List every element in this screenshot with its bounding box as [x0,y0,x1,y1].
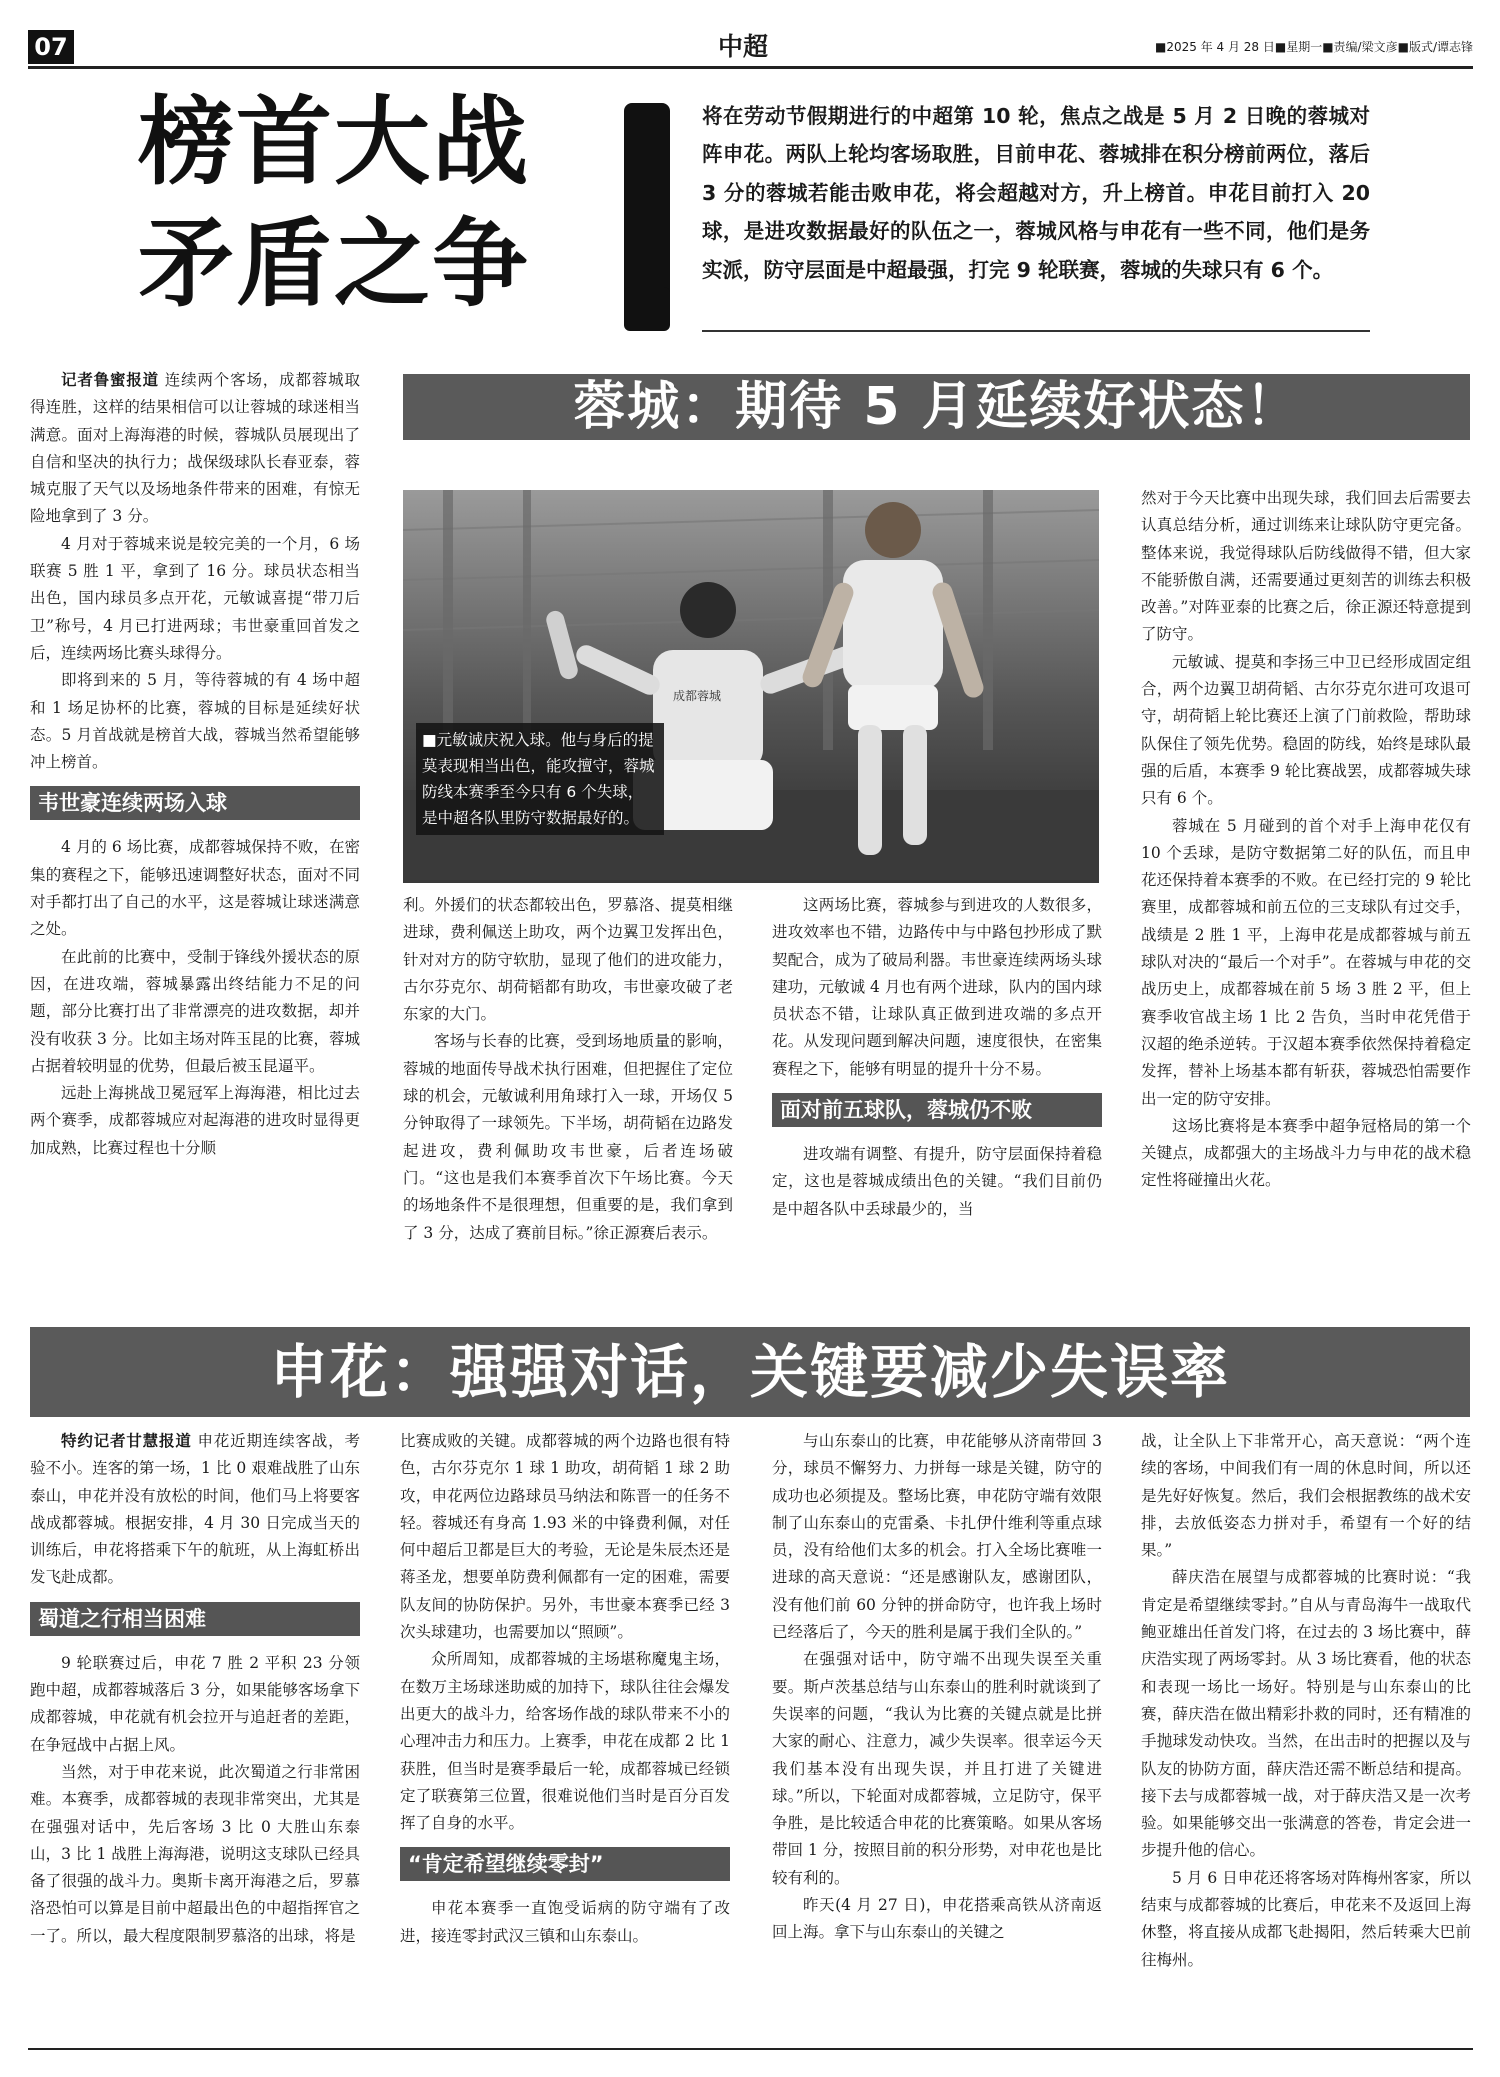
article1-col1-p2: 4 月对于蓉城来说是较完美的一个月，6 场联赛 5 胜 1 平，拿到了 16 分。球员状态相当出色，国内球员多点开花，元敏诚喜提“带刀后卫”称号，4 月已打进两球；韦世豪重回首发之后，连续两场比赛头球得分。 [30,534,360,662]
article1-photo-caption: ■元敏诚庆祝入球。他与身后的提莫表现相当出色，能攻擅守，蓉城防线本赛季至今只有 6 个失球，是中超各队里防守数据最好的。 [416,723,664,835]
article2-col2-p2: 众所周知，成都蓉城的主场堪称魔鬼主场，在数万主场球迷助威的加持下，球队往往会爆发出更大的战斗力，给客场作战的球队带来不小的心理冲击力和压力。上赛季，申花在成都 2 比 1 获胜，但当时是赛季最后一轮，成都蓉城已经锁定了联赛第三位置，很难说他们当时是百分百发挥了自身的水平。 [400,1650,730,1833]
article1-col2-p1: 利。外援们的状态都较出色，罗慕洛、提莫相继进球，费利佩送上助攻，两个边翼卫发挥出色，针对对方的防守软肋，显现了他们的进攻能力，古尔芬克尔、胡荷韬都有助攻，韦世豪攻破了老东家的大门。 [403,896,733,1024]
bottom-divider [28,2048,1473,2050]
article1-col4-p1: 然对于今天比赛中出现失球，我们回去后需要去认真总结分析，通过训练来让球队防守更完备。整体来说，我觉得球队后防线做得不错，但大家不能骄傲自满，还需要通过更刻苦的训练去积极改善。”对阵亚泰的比赛之后，徐正源还特意提到了防守。 [1141,489,1471,644]
article1-subhead-2: 面对前五球队，蓉城仍不败 [772,1093,1102,1127]
article2-col2b-p1: 申花本赛季一直饱受诟病的防守端有了改进，接连零封武汉三镇和山东泰山。 [400,1899,730,1945]
article2-col3-p2: 在强强对话中，防守端不出现失误至关重要。斯卢茨基总结与山东泰山的胜利时就谈到了失误率的问题，“我认为比赛的关键点就是比拼大家的耐心、注意力，减少失误率。很幸运今天我们基本没有出现失误，并且打进了关键进球。”所以，下轮面对成都蓉城，立足防守，保平争胜，是比较适合申花的比赛策略。如果从客场带回 1 分，按照目前的积分形势，对申花也是比较有利的。 [772,1650,1102,1887]
article1-col4-p4: 这场比赛将是本赛季中超争冠格局的第一个关键点，成都强大的主场战斗力与申花的战术稳定性将碰撞出火花。 [1141,1116,1471,1190]
article1-col4-p2: 元敏诚、提莫和李扬三中卫已经形成固定组合，两个边翼卫胡荷韬、古尔芬克尔进可攻退可守，胡荷韬上轮比赛还上演了门前救险，帮助球队保住了领先优势。稳固的防线，始终是球队最强的后盾，本赛季 9 轮比赛战罢，成都蓉城失球只有 6 个。 [1141,652,1471,808]
svg-text:成都蓉城: 成都蓉城 [673,689,722,703]
article1-col1-p3: 即将到来的 5 月，等待蓉城的有 4 场中超和 1 场足协杯的比赛，蓉城的目标是延续好状态。5 月首战就是榜首大战，蓉城当然希望能够冲上榜首。 [30,671,360,772]
article2-col1b-p2: 当然，对于申花来说，此次蜀道之行非常困难。本赛季，成都蓉城的表现非常突出，尤其是在强强对话中，先后客场 3 比 0 大胜山东泰山，3 比 1 战胜上海海港，说明这支球队已经具备了很强的战斗力。奥斯卡离开海港之后，罗慕洛恐怕可以算是目前中超最出色的中超指挥官之一了。所以，最大程度限制罗慕洛的出球，将是 [30,1762,360,1945]
article2-column-2 [400,1428,730,1950]
article1-col1b-p3: 远赴上海挑战卫冕冠军上海海港，相比过去两个赛季，成都蓉城应对起海港的进攻时显得更加成熟，比赛过程也十分顺 [30,1084,360,1157]
article1-column-4 [1141,485,1471,1195]
exclamation-mark-graphic [624,103,670,311]
page-number: 07 [28,30,74,64]
article2-headline: 申花：强强对话，关键要减少失误率 [30,1327,1470,1417]
article2-col4-p1: 战，让全队上下非常开心，高天意说：“两个连续的客场，中间我们有一周的休息时间，所以还是先好好恢复。然后，我们会根据教练的战术安排，去放低姿态力拼对手，希望有一个好的结果。” [1141,1432,1471,1560]
article2-col4-p2: 薛庆浩在展望与成都蓉城的比赛时说：“我肯定是希望继续零封。”自从与青岛海牛一战取代鲍亚雄出任首发门将，在过去的 3 场比赛中，薛庆浩实现了两场零封。从 3 场比赛看，他的状态和表现一场比一场好。特别是与山东泰山的比赛，薛庆浩在做出精彩扑救的同时，还有精准的手抛球发动快攻。当然，在出击时的把握以及与队友的协防方面，薛庆浩还需不断总结和提高。接下去与成都蓉城一战，对于薛庆浩又是一次考验。如果能够交出一张满意的答卷，肯定会进一步提升他的信心。 [1141,1568,1471,1860]
article1-byline: 记者鲁蜜报道 [61,371,160,389]
article1-col2-p2: 客场与长春的比赛，受到场地质量的影响，蓉城的地面传导战术执行困难，但把握住了定位球的机会，元敏诚利用角球打入一球，开场仅 5 分钟取得了一球领先。下半场，胡荷韬在边路发起进攻，费利佩助攻韦世豪，后者连场破门。“这也是我们本赛季首次下午场比赛。今天的场地条件不是很理想，但重要的是，我们拿到了 3 分，达成了赛前目标。”徐正源赛后表示。 [403,1032,733,1242]
article2-byline: 特约记者甘慧报道 [61,1432,192,1450]
article2-col2-p1: 比赛成败的关键。成都蓉城的两个边路也很有特色，古尔芬克尔 1 球 1 助攻，胡荷韬 1 球 2 助攻，申花两位边路球员马纳法和陈晋一的任务不轻。蓉城还有身高 1.93 米的中锋费利佩，对任何中超后卫都是巨大的考验，无论是朱辰杰还是蒋圣龙，想要单防费利佩都有一定的困难，需要队友间的协防保护。另外，韦世豪本赛季已经 3 次头球建功，也需要加以“照顾”。 [400,1432,730,1642]
article2-col1b-p1: 9 轮联赛过后，申花 7 胜 2 平积 23 分领跑中超，成都蓉城落后 3 分，如果能够客场拿下成都蓉城，申花就有机会拉开与追赶者的差距，在争冠战中占据上风。 [30,1653,360,1754]
article2-col4-p3: 5 月 6 日申花还将客场对阵梅州客家，所以结束与成都蓉城的比赛后，申花来不及返回上海休整，将直接从成都飞赴揭阳，然后转乘大巴前往梅州。 [1141,1868,1471,1969]
article2-column-4 [1141,1428,1471,1974]
exclamation-dot-graphic [624,287,670,331]
issue-meta: ■2025 年 4 月 28 日■星期一■责编/梁文彦■版式/谭志锋 [1155,40,1473,54]
article1-col1b-p1: 4 月的 6 场比赛，成都蓉城保持不败，在密集的赛程之下，能够迅速调整好状态，面对不同对手都打出了自己的水平，这是蓉城让球迷满意之处。 [30,838,360,939]
article1-col1b-p2: 在此前的比赛中，受制于锋线外援状态的原因，在进攻端，蓉城暴露出终结能力不足的问题，部分比赛打出了非常漂亮的进攻数据，却并没有收获 3 分。比如主场对阵玉昆的比赛，蓉城占据着较明显的优势，但最后被玉昆逼平。 [30,947,360,1075]
section-title: 中超 [718,32,769,61]
article1-col4-p3: 蓉城在 5 月碰到的首个对手上海申花仅有 10 个丢球，是防守数据第二好的队伍，而且申花还保持着本赛季的不败。在已经打完的 9 轮比赛里，成都蓉城和前五位的三支球队有过交手，战绩是 2 胜 1 平，上海申花是成都蓉城与前五球队对决的“最后一个对手”。在蓉城与申花的交战历史上，成都蓉城在前 5 场 3 胜 2 平，但上赛季收官战主场 1 比 2 告负，当时申花凭借于汉超的绝杀逆转。于汉超本赛季依然保持着稳定发挥，替补上场基本都有斩获，蓉城恐怕需要作出一定的防守安排。 [1141,816,1471,1108]
main-title-line2: 矛盾之争 [138,207,530,320]
page-header [28,30,1473,69]
article1-headline: 蓉城：期待 5 月延续好状态！ [403,374,1470,440]
article1-col3b-p1: 进攻端有调整、有提升，防守层面保持着稳定，这也是蓉城成绩出色的关键。“我们目前仍是中超各队中丢球最少的，当 [772,1145,1102,1218]
article2-col3-p3: 昨天(4 月 27 日)，申花搭乘高铁从济南返回上海。拿下与山东泰山的关键之 [772,1896,1102,1942]
article1-subhead-1: 韦世豪连续两场入球 [30,786,360,820]
main-title-line1: 榜首大战 [138,85,530,198]
lead-paragraph: 将在劳动节假期进行的中超第 10 轮，焦点之战是 5 月 2 日晚的蓉城对阵申花。两队上轮均客场取胜，目前申花、蓉城排在积分榜前两位，落后 3 分的蓉城若能击败申花，将会超越对方，升上榜首。申花目前打入 20 球，是进攻数据最好的队伍之一，蓉城风格与申花有一些不同，他们是务实派，防守层面是中超最强，打完 9 轮联赛，蓉城的失球只有 6 个。 [702,104,1370,282]
article2-col3-p1: 与山东泰山的比赛，申花能够从济南带回 3 分，球员不懈努力、力拼每一球是关键，防守的成功也必须提及。整场比赛，申花防守端有效限制了山东泰山的克雷桑、卡扎伊什维利等重点球员，没有给他们太多的机会。打入全场比赛唯一进球的高天意说：“还是感谢队友，感谢团队，没有他们前 60 分钟的拼命防守，也许我上场时已经落后了，今天的胜利是属于我们全队的。” [772,1432,1102,1642]
article1-column-2 [403,892,733,1247]
article2-col1-p1: 特约记者甘慧报道 申花近期连续客战，考验不小。连客的第一场，1 比 0 艰难战胜了山东泰山，申花并没有放松的时间，他们马上将要客战成都蓉城。根据安排，4 月 30 日完成当天的训练后，申花将搭乘下午的航班，从上海虹桥出发飞赴成都。 [30,1432,360,1587]
article2-subhead-2: “肯定希望继续零封” [400,1847,730,1881]
article2-column-3 [772,1428,1102,1947]
article1-column-1 [30,367,360,1162]
article2-subhead-1: 蜀道之行相当困难 [30,1602,360,1636]
article1-column-3 [772,892,1102,1223]
lead-divider [702,330,1370,332]
article1-col1-p1: 记者鲁蜜报道 连续两个客场，成都蓉城取得连胜，这样的结果相信可以让蓉城的球迷相当满意。面对上海海港的时候，蓉城队员展现出了自信和坚决的执行力；战保级球队长春亚泰，蓉城克服了天气以及场地条件带来的困难，有惊无险地拿到了 3 分。 [30,371,360,526]
article1-col3-p1: 这两场比赛，蓉城参与到进攻的人数很多，进攻效率也不错，边路传中与中路包抄形成了默契配合，成为了破局利器。韦世豪连续两场头球建功，元敏诚 4 月也有两个进球，队内的国内球员状态不错，让球队真正做到进攻端的多点开花。从发现问题到解决问题，速度很快，在密集赛程之下，能够有明显的提升十分不易。 [772,896,1102,1078]
article2-column-1 [30,1428,360,1950]
